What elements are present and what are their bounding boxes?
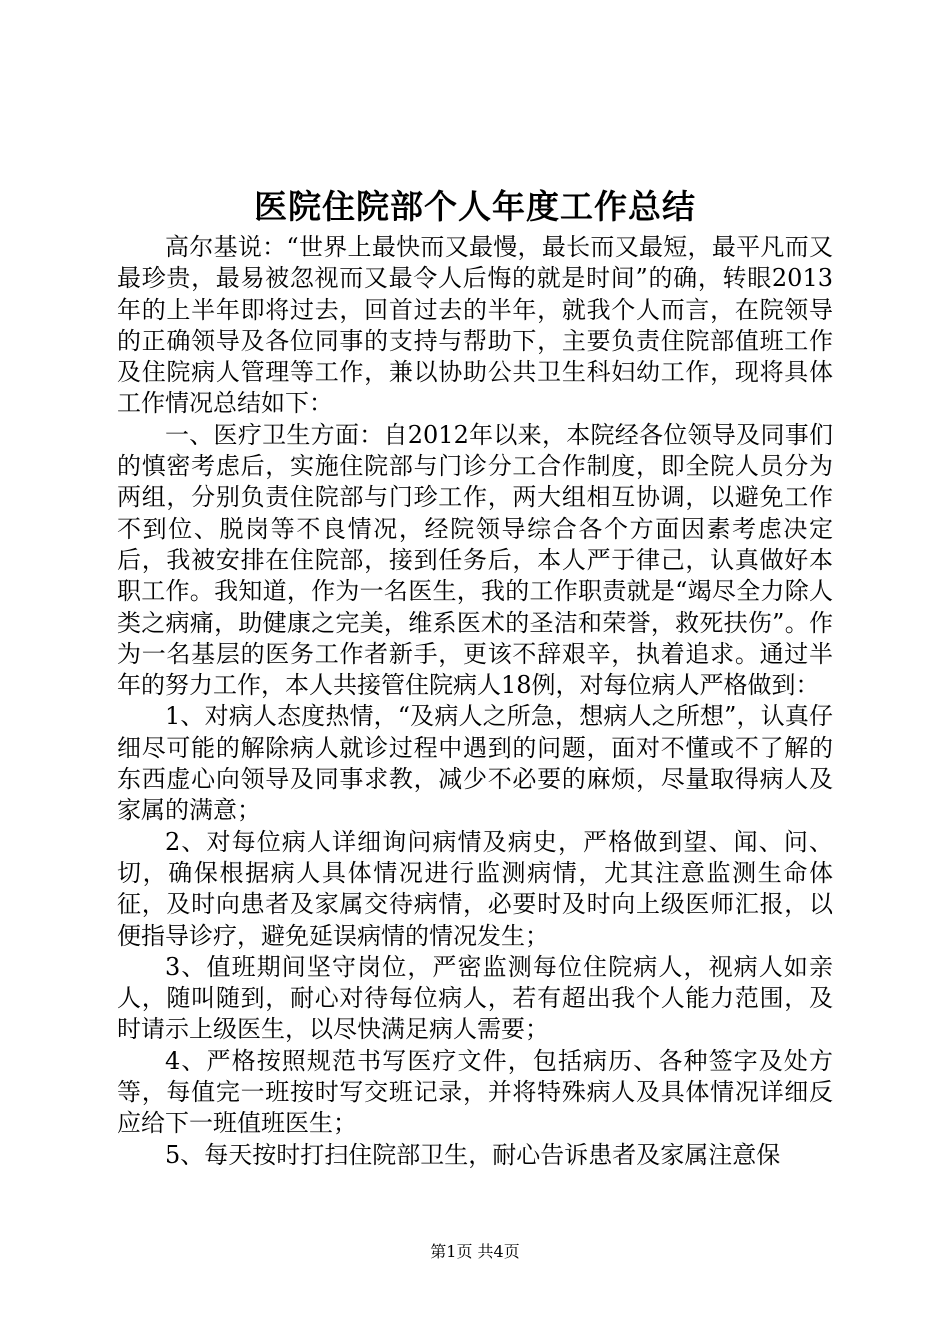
page-number-footer: 第1页 共4页 xyxy=(430,1242,520,1261)
paragraph-item-5: 5、每天按时打扫住院部卫生，耐心告诉患者及家属注意保 xyxy=(165,1140,781,1169)
paragraph-item-2: 2、对每位病人详细询问病情及病史，严格做到望、闻、问、切，确保根据病人具体情况进行监测病情，尤其注意监测生命体征，及时向患者及家属交待病情，必要时及时向上级医师汇报，以便指导诊疗，避免延误病情的情况发生； xyxy=(117,827,833,950)
paragraph-section-1: 一、医疗卫生方面：自2012年以来，本院经各位领导及同事们的慎密考虑后，实施住院部与门诊分工合作制度，即全院人员分为两组，分别负责住院部与门珍工作，两大组相互协调，以避免工作不到位、脱岗等不良情况，经院领导综合各个方面因素考虑决定后，我被安排在住院部，接到任务后，本人严于律己，认真做好本职工作。我知道，作为一名医生，我的工作职责就是“竭尽全力除人类之病痛，助健康之完美，维系医术的圣洁和荣誉，救死扶伤”。作为一名基层的医务工作者新手，更该不辞艰辛，执着追求。通过半年的努力工作，本人共接管住院病人18例，对每位病人严格做到： xyxy=(117,420,833,700)
document-title: 医院住院部个人年度工作总结 xyxy=(254,187,696,226)
paragraph-item-3: 3、值班期间坚守岗位，严密监测每位住院病人，视病人如亲人，随叫随到，耐心对待每位病人，若有超出我个人能力范围，及时请示上级医生，以尽快满足病人需要； xyxy=(117,952,833,1044)
paragraph-intro: 高尔基说：“世界上最快而又最慢，最长而又最短，最平凡而又最珍贵，最易被忽视而又最令人后悔的就是时间”的确，转眼2013年的上半年即将过去，回首过去的半年，就我个人而言，在院领导的正确领导及各位同事的支持与帮助下，主要负责住院部值班工作及住院病人管理等工作，兼以协助公共卫生科妇幼工作，现将具体工作情况总结如下： xyxy=(117,233,833,418)
paragraph-item-1: 1、对病人态度热情，“及病人之所急，想病人之所想”，认真仔细尽可能的解除病人就诊过程中遇到的问题，面对不懂或不了解的东西虚心向领导及同事求教，减少不必要的麻烦，尽量取得病人及家属的满意； xyxy=(117,702,833,825)
document-body xyxy=(117,232,833,1171)
paragraph-item-4: 4、严格按照规范书写医疗文件，包括病历、各种签字及处方等，每值完一班按时写交班记录，并将特殊病人及具体情况详细反应给下一班值班医生； xyxy=(117,1046,833,1138)
